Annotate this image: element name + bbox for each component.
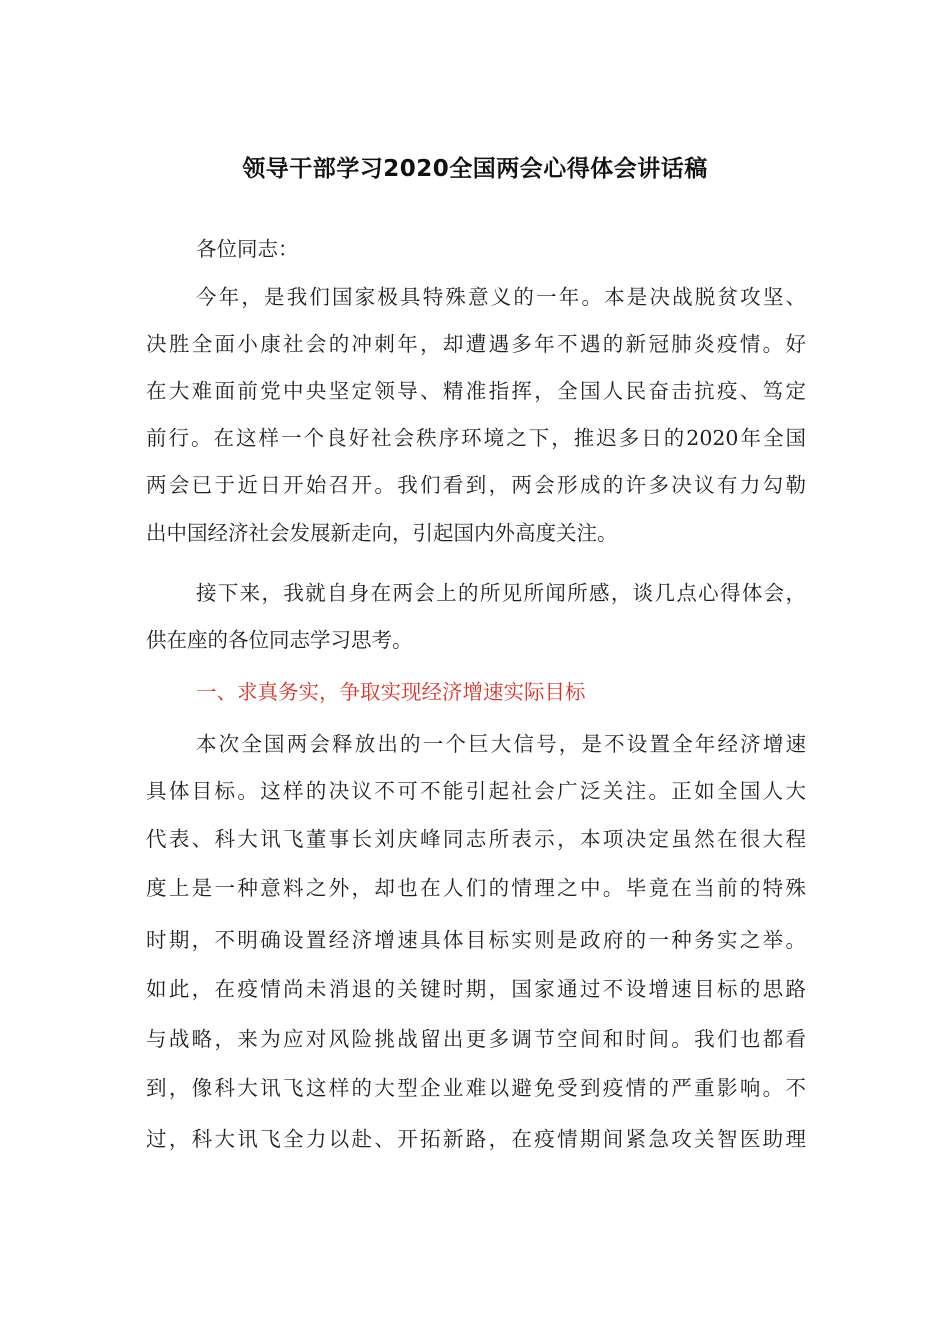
- paragraph-line: 具体目标。这样的决议不可不能引起社会广泛关注。正如全国人大: [146, 779, 806, 803]
- paragraph-line: 与战略，来为应对风险挑战留出更多调节空间和时间。我们也都看: [146, 1027, 806, 1051]
- paragraph-line: 接下来，我就自身在两会上的所见所闻所感，谈几点心得体会，: [196, 581, 806, 605]
- paragraph-line: 在大难面前党中央坚定领导、精准指挥，全国人民奋击抗疫、笃定: [146, 379, 806, 403]
- paragraph-line: 前行。在这样一个良好社会秩序环境之下，推迟多日的2020年全国: [146, 426, 806, 450]
- paragraph-line: 两会已于近日开始召开。我们看到，两会形成的许多决议有力勾勒: [146, 473, 806, 497]
- paragraph-line: 今年，是我们国家极具特殊意义的一年。本是决战脱贫攻坚、: [196, 285, 806, 309]
- paragraph-line: 度上是一种意料之外，却也在人们的情理之中。毕竟在当前的特殊: [146, 876, 806, 900]
- paragraph-line: 到，像科大讯飞这样的大型企业难以避免受到疫情的严重影响。不: [146, 1076, 806, 1100]
- paragraph-line: 决胜全面小康社会的冲刺年，却遭遇多年不遇的新冠肺炎疫情。好: [146, 332, 806, 356]
- paragraph-line: 过，科大讯飞全力以赴、开拓新路，在疫情期间紧急攻关智医助理: [146, 1127, 806, 1151]
- paragraph-line: 如此，在疫情尚未消退的关键时期，国家通过不设增速目标的思路: [146, 977, 806, 1001]
- greeting: 各位同志：: [196, 237, 299, 261]
- paragraph-line: 本次全国两会释放出的一个巨大信号，是不设置全年经济增速: [196, 732, 806, 756]
- section-heading: 一、求真务实，争取实现经济增速实际目标: [196, 680, 586, 704]
- paragraph-line: 供在座的各位同志学习思考。: [146, 628, 413, 652]
- paragraph-line: 出中国经济社会发展新走向，引起国内外高度关注。: [146, 521, 618, 545]
- paragraph-line: 时期，不明确设置经济增速具体目标实则是政府的一种务实之举。: [146, 928, 806, 952]
- document-title: 领导干部学习2020全国两会心得体会讲话稿: [242, 156, 708, 182]
- paragraph-line: 代表、科大讯飞董事长刘庆峰同志所表示，本项决定虽然在很大程: [146, 827, 806, 851]
